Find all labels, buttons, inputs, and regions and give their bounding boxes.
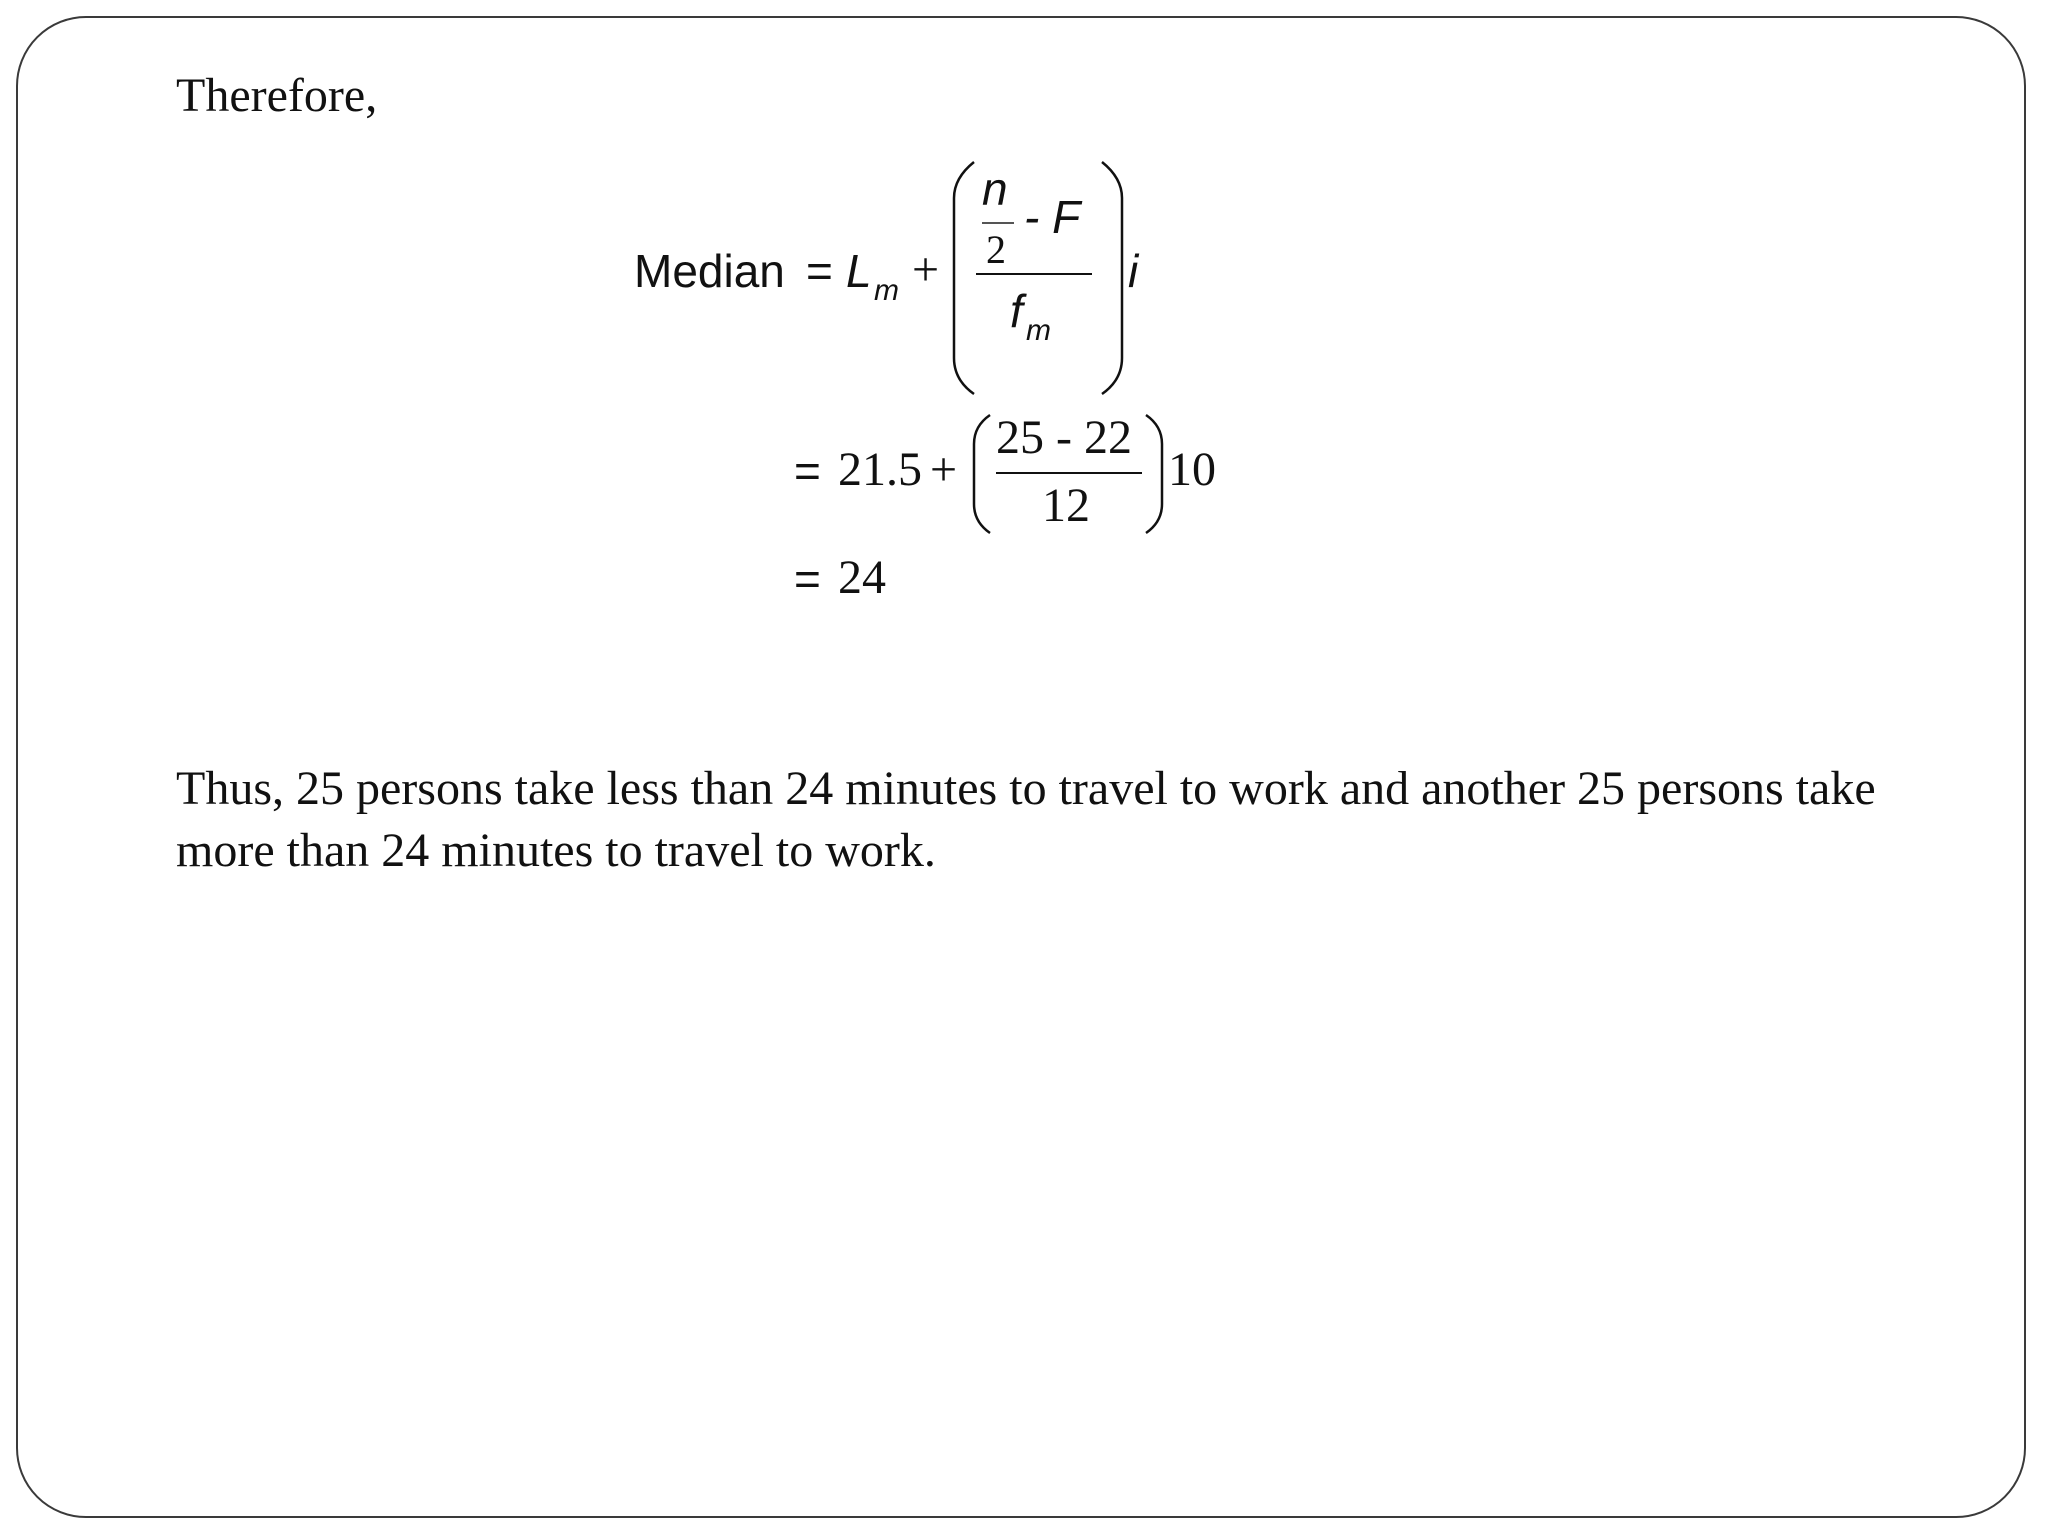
heading-text: Therefore, bbox=[176, 69, 378, 122]
formula-left-paren bbox=[950, 158, 980, 398]
step2-equals: = bbox=[794, 553, 821, 605]
formula-equals: = bbox=[806, 245, 833, 297]
step1-value: 21.5 bbox=[838, 443, 922, 496]
formula-right-paren bbox=[1096, 158, 1126, 398]
conclusion-text: Thus, 25 persons take less than 24 minutes to travel to work and another 25 persons take more than 24 minutes to travel to work. bbox=[176, 762, 1876, 877]
step1-denominator: 12 bbox=[1042, 479, 1090, 532]
step1-fraction-line bbox=[996, 472, 1142, 474]
formula-f-subscript: m bbox=[1026, 314, 1051, 347]
step1-left-paren bbox=[970, 412, 994, 536]
formula-f: f bbox=[1010, 285, 1023, 337]
step2-value: 24 bbox=[838, 551, 886, 604]
formula-minus-F: - F bbox=[1024, 191, 1081, 243]
formula-i: i bbox=[1128, 245, 1139, 297]
step1-equals: = bbox=[794, 445, 821, 497]
formula-main-fraction-line bbox=[976, 273, 1092, 275]
formula-n: n bbox=[982, 163, 1008, 215]
formula-L-subscript: m bbox=[874, 274, 899, 307]
formula-two: 2 bbox=[986, 227, 1006, 272]
median-label: Median bbox=[634, 245, 785, 297]
step1-right-paren bbox=[1142, 412, 1166, 536]
step1-numerator: 25 - 22 bbox=[996, 411, 1132, 464]
formula-plus: + bbox=[912, 243, 940, 296]
step1-plus: + bbox=[930, 443, 958, 496]
formula-L: L bbox=[846, 245, 872, 297]
step1-multiplier: 10 bbox=[1168, 443, 1216, 496]
formula-n-over-2-line bbox=[982, 222, 1014, 224]
